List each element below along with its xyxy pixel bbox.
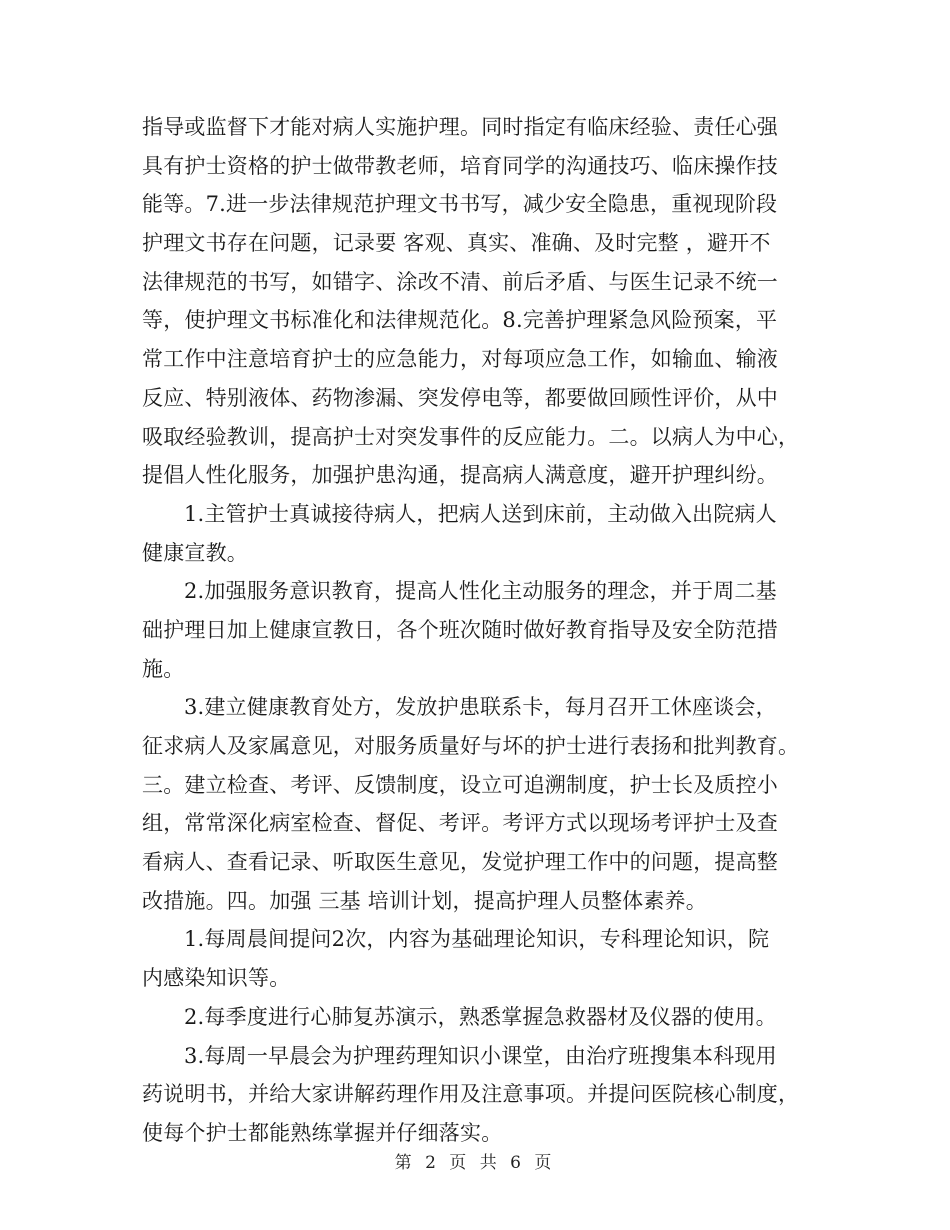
text-line: 反应、特别液体、药物渗漏、突发停电等，都要做回顾性评价，从中: [142, 385, 778, 410]
text-line: 1.主管护士真诚接待病人，把病人送到床前，主动做入出院病人: [184, 501, 777, 526]
page-number-footer: 第 2 页 共 6 页: [394, 1153, 556, 1173]
text-line: 内感染知识等。: [142, 966, 291, 991]
text-line: 能等。7.进一步法律规范护理文书书写，减少安全隐患，重视现阶段: [142, 192, 778, 217]
text-line: 提倡人性化服务，加强护患沟通，提高病人满意度，避开护理纠纷。: [142, 463, 778, 488]
text-line: 等，使护理文书标准化和法律规范化。8.完善护理紧急风险预案，平: [142, 308, 778, 333]
text-line: 指导或监督下才能对病人实施护理。同时指定有临床经验、责任心强: [142, 115, 778, 139]
text-line: 征求病人及家属意见，对服务质量好与坏的护士进行表扬和批判教育。: [142, 734, 800, 758]
text-line: 护理文书存在问题，记录要 客观、真实、准确、及时完整 ，避开不: [142, 231, 771, 256]
text-line: 常工作中注意培育护士的应急能力，对每项应急工作，如输血、输液: [142, 347, 778, 372]
text-line: 吸取经验教训，提高护士对突发事件的反应能力。二。以病人为中心，: [142, 424, 800, 449]
text-line: 健康宣教。: [142, 540, 248, 565]
text-line: 2.每季度进行心肺复苏演示，熟悉掌握急救器材及仪器的使用。: [184, 1004, 777, 1029]
text-line: 组，常常深化病室检查、督促、考评。考评方式以现场考评护士及查: [142, 811, 778, 836]
document-body: [142, 108, 807, 1153]
text-line: 施。: [142, 656, 185, 681]
text-line: 础护理日加上健康宣教日，各个班次随时做好教育指导及安全防范措: [142, 617, 778, 642]
text-line: 使每个护士都能熟练掌握并仔细落实。: [142, 1120, 503, 1145]
text-line: 2.加强服务意识教育，提高人性化主动服务的理念，并于周二基: [184, 579, 777, 604]
text-line: 看病人、查看记录、听取医生意见，发觉护理工作中的问题，提高整: [142, 850, 778, 875]
text-line: 法律规范的书写，如错字、涂改不清、前后矛盾、与医生记录不统一: [142, 269, 778, 294]
text-line: 具有护士资格的护士做带教老师，培育同学的沟通技巧、临床操作技: [142, 153, 778, 178]
text-line: 药说明书，并给大家讲解药理作用及注意事项。并提问医院核心制度，: [142, 1082, 800, 1107]
text-line: 3.每周一早晨会为护理药理知识小课堂，由治疗班搜集本科现用: [184, 1043, 777, 1068]
text-line: 1.每周晨间提问2次，内容为基础理论知识，专科理论知识，院: [184, 927, 770, 952]
text-line: 三。建立检查、考评、反馈制度，设立可追溯制度，护士长及质控小: [142, 772, 778, 797]
text-line: 改措施。四。加强 三基 培训计划，提高护理人员整体素养。: [142, 888, 707, 913]
text-line: 3.建立健康教育处方，发放护患联系卡，每月召开工休座谈会，: [184, 695, 777, 720]
